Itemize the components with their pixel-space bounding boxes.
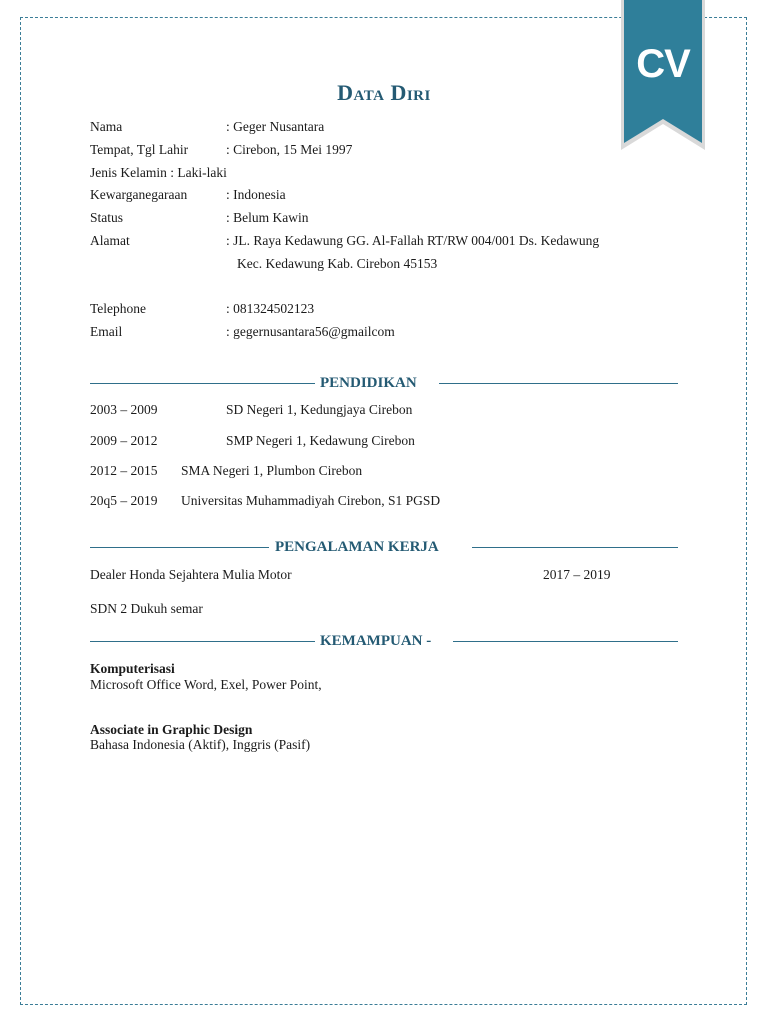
nama-value: : Geger Nusantara bbox=[226, 119, 325, 134]
section-rule bbox=[472, 547, 678, 548]
info-row-ttl bbox=[90, 142, 352, 158]
section-pengalaman bbox=[90, 537, 678, 557]
kewarganegaraan-value: : Indonesia bbox=[226, 187, 286, 202]
section-rule bbox=[90, 383, 315, 384]
info-row-alamat bbox=[90, 233, 599, 249]
skill-detail: Bahasa Indonesia (Aktif), Inggris (Pasif) bbox=[90, 737, 311, 752]
experience-place: Dealer Honda Sejahtera Mulia Motor bbox=[90, 567, 292, 582]
section-rule bbox=[90, 547, 269, 548]
education-row bbox=[90, 463, 362, 479]
cv-ribbon bbox=[621, 0, 705, 150]
education-school: SMA Negeri 1, Plumbon Cirebon bbox=[181, 463, 363, 478]
section-rule bbox=[90, 641, 315, 642]
info-row-status bbox=[90, 210, 309, 226]
education-row bbox=[90, 493, 440, 509]
experience-place: SDN 2 Dukuh semar bbox=[90, 601, 203, 616]
nama-label: Nama bbox=[90, 119, 123, 134]
section-rule bbox=[439, 383, 678, 384]
info-row-jenis-kelamin bbox=[90, 165, 227, 181]
education-years: 20q5 – 2019 bbox=[90, 493, 158, 508]
info-row-email bbox=[90, 324, 395, 340]
status-value: : Belum Kawin bbox=[226, 210, 309, 225]
telephone-value: : 081324502123 bbox=[226, 301, 315, 316]
education-years: 2003 – 2009 bbox=[90, 402, 158, 417]
section-title-kemampuan: KEMAMPUAN - bbox=[320, 633, 432, 649]
ttl-label: Tempat, Tgl Lahir bbox=[90, 142, 189, 157]
section-pendidikan bbox=[90, 373, 678, 393]
education-row bbox=[90, 402, 412, 418]
info-row-kewarganegaraan bbox=[90, 187, 286, 203]
experience-row bbox=[90, 601, 203, 617]
section-rule bbox=[453, 641, 678, 642]
ttl-value: : Cirebon, 15 Mei 1997 bbox=[226, 142, 353, 157]
experience-row bbox=[90, 567, 292, 583]
education-row bbox=[90, 433, 415, 449]
info-row-nama bbox=[90, 119, 324, 135]
email-value: : gegernusantara56@gmailcom bbox=[226, 324, 395, 339]
education-school: SD Negeri 1, Kedungjaya Cirebon bbox=[226, 402, 413, 417]
alamat-label: Alamat bbox=[90, 233, 130, 248]
section-title-pengalaman: PENGALAMAN KERJA bbox=[275, 539, 439, 555]
info-row-telephone bbox=[90, 301, 314, 317]
section-title-pendidikan: PENDIDIKAN bbox=[320, 375, 417, 391]
kewarganegaraan-label: Kewarganegaraan bbox=[90, 187, 188, 202]
alamat-line-2: Kec. Kedawung Kab. Cirebon 45153 bbox=[237, 256, 438, 271]
skill-title: Komputerisasi bbox=[90, 661, 175, 676]
education-school: Universitas Muhammadiyah Cirebon, S1 PGSD bbox=[181, 493, 441, 508]
education-years: 2009 – 2012 bbox=[90, 433, 158, 448]
cv-label: CV bbox=[636, 42, 690, 86]
alamat-value: : JL. Raya Kedawung GG. Al-Fallah RT/RW 004/001 Ds. Kedawung bbox=[226, 233, 600, 248]
jenis-kelamin-text: Jenis Kelamin : Laki-laki bbox=[90, 165, 227, 180]
education-years: 2012 – 2015 bbox=[90, 463, 158, 478]
section-kemampuan bbox=[90, 631, 678, 651]
page-title: Data Diri bbox=[337, 80, 431, 105]
telephone-label: Telephone bbox=[90, 301, 147, 316]
email-label: Email bbox=[90, 324, 123, 339]
experience-years: 2017 – 2019 bbox=[543, 567, 611, 582]
education-school: SMP Negeri 1, Kedawung Cirebon bbox=[226, 433, 415, 448]
status-label: Status bbox=[90, 210, 124, 225]
skill-title: Associate in Graphic Design bbox=[90, 722, 253, 737]
skill-detail: Microsoft Office Word, Exel, Power Point, bbox=[90, 677, 322, 692]
